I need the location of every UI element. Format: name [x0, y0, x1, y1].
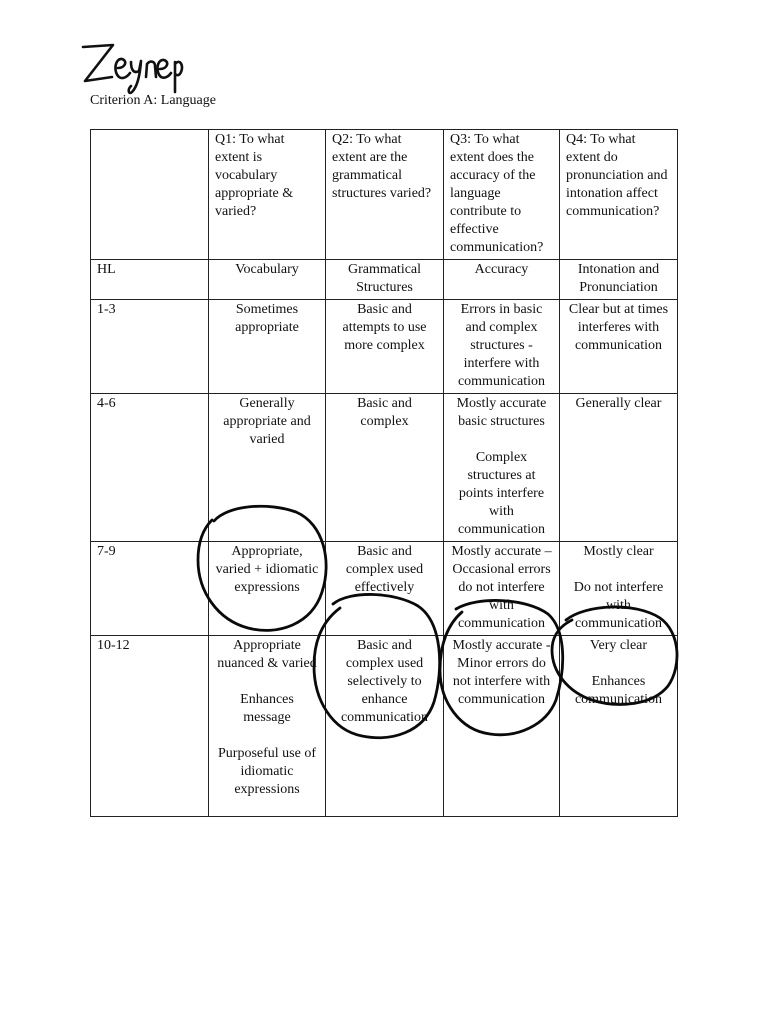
band-cell-intonation: Generally clear	[560, 394, 678, 542]
band-cell-accuracy: Errors in basic and complex structures - interfere with communication	[444, 300, 560, 394]
hl-accuracy: Accuracy	[444, 260, 560, 300]
hl-intonation: Intonation and Pronunciation	[560, 260, 678, 300]
band-range: 7-9	[91, 542, 209, 636]
band-cell-grammar: Basic and complex used effectively	[326, 542, 444, 636]
band-range: 4-6	[91, 394, 209, 542]
band-cell-vocabulary: Appropriate nuanced & varied Enhances message Purposeful use of idiomatic expressions	[209, 636, 326, 817]
handwritten-name	[83, 45, 182, 93]
criterion-title: Criterion A: Language	[90, 93, 216, 108]
question-q3: Q3: To what extent does the accuracy of the language contribute to effective communication?	[444, 130, 560, 260]
band-cell-intonation: Clear but at times interferes with communication	[560, 300, 678, 394]
band-cell-vocabulary: Sometimes appropriate	[209, 300, 326, 394]
band-row-10-12	[91, 636, 678, 817]
band-row-1-3	[91, 300, 678, 394]
question-q4: Q4: To what extent do pronunciation and intonation affect communication?	[560, 130, 678, 260]
band-cell-accuracy: Mostly accurate basic structures Complex structures at points interfere with communication	[444, 394, 560, 542]
band-cell-vocabulary: Generally appropriate and varied	[209, 394, 326, 542]
band-cell-grammar: Basic and complex used selectively to enhance communication	[326, 636, 444, 817]
rubric-table	[90, 129, 678, 817]
hl-label: HL	[91, 260, 209, 300]
corner-cell	[91, 130, 209, 260]
question-q2: Q2: To what extent are the grammatical structures varied?	[326, 130, 444, 260]
band-row-4-6	[91, 394, 678, 542]
band-cell-intonation: Very clear Enhances communication	[560, 636, 678, 817]
hl-vocabulary: Vocabulary	[209, 260, 326, 300]
question-row	[91, 130, 678, 260]
band-cell-vocabulary: Appropriate, varied + idiomatic expressions	[209, 542, 326, 636]
band-cell-accuracy: Mostly accurate - Minor errors do not interfere with communication	[444, 636, 560, 817]
band-cell-grammar: Basic and attempts to use more complex	[326, 300, 444, 394]
band-cell-grammar: Basic and complex	[326, 394, 444, 542]
band-range: 1-3	[91, 300, 209, 394]
band-range: 10-12	[91, 636, 209, 817]
band-row-7-9	[91, 542, 678, 636]
hl-grammar: Grammatical Structures	[326, 260, 444, 300]
question-q1: Q1: To what extent is vocabulary appropriate & varied?	[209, 130, 326, 260]
band-cell-intonation: Mostly clear Do not interfere with communication	[560, 542, 678, 636]
band-cell-accuracy: Mostly accurate – Occasional errors do not interfere with communication	[444, 542, 560, 636]
hl-row	[91, 260, 678, 300]
